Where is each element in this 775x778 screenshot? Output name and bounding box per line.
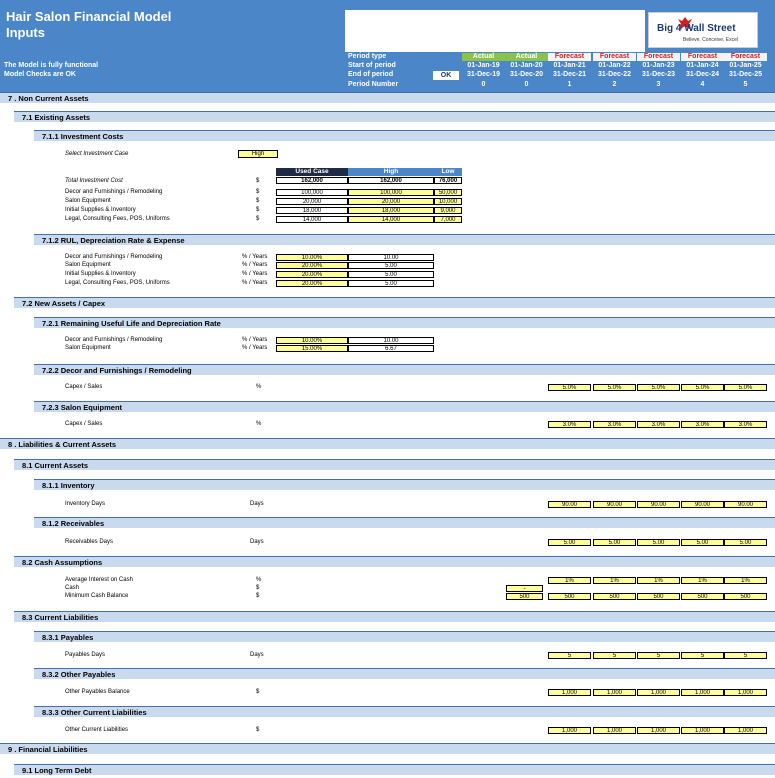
useful-life-years: 5.00 — [348, 280, 434, 287]
label-end: End of period — [348, 71, 394, 78]
payables-days-input-3[interactable]: 5 — [681, 652, 724, 659]
inventory-days-unit: Days — [250, 501, 264, 507]
capex-decor-unit: % — [256, 384, 262, 390]
label-period-type: Period type — [348, 53, 387, 60]
investment-item-unit: $ — [256, 189, 260, 195]
investment-low-input[interactable]: 10,000 — [434, 198, 462, 205]
depreciation-rate-input[interactable]: 10.00% — [276, 254, 348, 261]
period-start-1: 01-Jan-20 — [510, 62, 543, 69]
other-payables-input-2[interactable]: 1,000 — [637, 689, 680, 696]
model-title: Hair Salon Financial Model — [6, 9, 172, 24]
rul-item-label: Salon Equipment — [65, 345, 111, 351]
other-payables-input-1[interactable]: 1,000 — [593, 689, 636, 696]
capex-decor-input-2[interactable]: 5.0% — [637, 384, 680, 391]
period-number-2: 1 — [567, 81, 572, 88]
rul-item-label: Initial Supplies & Inventory — [65, 271, 136, 277]
investment-used-value: 18,000 — [276, 207, 348, 214]
investment-item-unit: $ — [256, 216, 260, 222]
depreciation-rate-input[interactable]: 20.00% — [276, 280, 348, 287]
rul-item-unit: % / Years — [242, 262, 268, 268]
inventory-days-input-1[interactable]: 90.00 — [593, 501, 636, 508]
depreciation-rate-input[interactable]: 15.00% — [276, 345, 348, 352]
period-start-4: 01-Jan-23 — [642, 62, 675, 69]
total-low: 76,000 — [434, 177, 462, 184]
useful-life-years: 10.00 — [348, 337, 434, 344]
section-7-1: 7.1 Existing Assets — [14, 111, 775, 122]
section-7: 7 . Non Current Assets — [0, 92, 775, 103]
inventory-days-input-3[interactable]: 90.00 — [681, 501, 724, 508]
useful-life-years: 5.00 — [348, 271, 434, 278]
payables-days-unit: Days — [250, 652, 264, 658]
period-type-2: Forecast — [548, 53, 591, 61]
period-start-2: 01-Jan-21 — [553, 62, 586, 69]
period-start-0: 01-Jan-19 — [467, 62, 500, 69]
period-end-2: 31-Dec-21 — [552, 71, 587, 78]
avg-interest-input-2[interactable]: 1% — [637, 577, 680, 584]
other-current-liabilities-input-0[interactable]: 1,000 — [548, 727, 591, 734]
investment-item-label: Initial Supplies & Inventory — [65, 207, 136, 213]
period-end-1: 31-Dec-20 — [509, 71, 544, 78]
investment-high-input[interactable]: 20,000 — [348, 198, 434, 205]
payables-days-input-0[interactable]: 5 — [548, 652, 591, 659]
section-8-1-1: 8.1.1 Inventory — [34, 479, 775, 490]
period-end-3: 31-Dec-22 — [597, 71, 632, 78]
label-period-number: Period Number — [348, 81, 399, 88]
avg-interest-label: Average Interest on Cash — [65, 577, 133, 583]
period-number-5: 4 — [700, 81, 705, 88]
investment-low-input[interactable]: 50,000 — [434, 189, 462, 196]
title-box — [0, 8, 345, 42]
period-number-1: 0 — [524, 81, 529, 88]
payables-days-label: Payables Days — [65, 652, 106, 658]
other-payables-input-0[interactable]: 1,000 — [548, 689, 591, 696]
section-8-3-2: 8.3.2 Other Payables — [34, 668, 775, 679]
avg-interest-input-3[interactable]: 1% — [681, 577, 724, 584]
min-cash-input-3[interactable]: 500 — [681, 593, 724, 600]
period-number-0: 0 — [481, 81, 486, 88]
receivables-days-input-2[interactable]: 5.00 — [637, 539, 680, 546]
investment-item-label: Legal, Consulting Fees, POS, Uniforms — [65, 216, 170, 222]
period-end-5: 31-Dec-24 — [685, 71, 720, 78]
investment-item-label: Salon Equipment — [65, 198, 111, 204]
investment-low-input[interactable]: 9,000 — [434, 207, 462, 214]
avg-interest-input-4[interactable]: 1% — [724, 577, 767, 584]
useful-life-years: 5.00 — [348, 262, 434, 269]
capex-equipment-label: Capex / Sales — [65, 421, 103, 427]
period-type-0: Actual — [462, 53, 505, 61]
rul-item-unit: % / Years — [242, 254, 268, 260]
investment-used-value: 14,000 — [276, 216, 348, 223]
sheet-title: Inputs — [6, 25, 45, 40]
section-8-1: 8.1 Current Assets — [14, 459, 775, 470]
investment-high-input[interactable]: 18,000 — [348, 207, 434, 214]
capex-decor-label: Capex / Sales — [65, 384, 103, 390]
section-7-1-2: 7.1.2 RUL, Depreciation Rate & Expense — [34, 234, 775, 245]
cash-unit: $ — [256, 585, 260, 591]
min-cash-unit: $ — [256, 593, 260, 599]
other-payables-label: Other Payables Balance — [65, 689, 130, 695]
capex-equipment-input-4[interactable]: 3.0% — [724, 421, 767, 428]
receivables-days-input-0[interactable]: 5.00 — [548, 539, 591, 546]
rul-item-unit: % / Years — [242, 280, 268, 286]
section-8-3-3: 8.3.3 Other Current Liabilities — [34, 706, 775, 717]
select-case-label: Select Investment Case — [65, 151, 129, 157]
capex-decor-input-1[interactable]: 5.0% — [593, 384, 636, 391]
period-type-3: Forecast — [593, 53, 636, 61]
capex-decor-input-3[interactable]: 5.0% — [681, 384, 724, 391]
label-start: Start of period — [348, 62, 396, 69]
depreciation-rate-input[interactable]: 10.00% — [276, 337, 348, 344]
capex-decor-input-4[interactable]: 5.0% — [724, 384, 767, 391]
period-number-3: 2 — [612, 81, 617, 88]
rul-item-unit: % / Years — [242, 345, 268, 351]
investment-high-input[interactable]: 14,000 — [348, 216, 434, 223]
inventory-days-label: Inventory Days — [65, 501, 106, 507]
rul-item-unit: % / Years — [242, 271, 268, 277]
receivables-days-input-3[interactable]: 5.00 — [681, 539, 724, 546]
rul-item-label: Salon Equipment — [65, 262, 111, 268]
capex-equipment-input-2[interactable]: 3.0% — [637, 421, 680, 428]
other-current-liabilities-unit: $ — [256, 727, 260, 733]
period-end-4: 31-Dec-23 — [641, 71, 676, 78]
section-7-2-2: 7.2.2 Decor and Furnishings / Remodeling — [34, 364, 775, 375]
section-8-2: 8.2 Cash Assumptions — [14, 556, 775, 567]
period-end-6: 31-Dec-25 — [728, 71, 763, 78]
receivables-days-input-1[interactable]: 5.00 — [593, 539, 636, 546]
investment-used-value: 20,000 — [276, 198, 348, 205]
other-current-liabilities-input-2[interactable]: 1,000 — [637, 727, 680, 734]
section-9: 9 . Financial Liabilities — [0, 743, 775, 754]
investment-used-value: 100,000 — [276, 189, 348, 196]
investment-item-label: Decor and Furnishings / Remodeling — [65, 189, 163, 195]
capex-equipment-input-3[interactable]: 3.0% — [681, 421, 724, 428]
depreciation-rate-input[interactable]: 20.00% — [276, 271, 348, 278]
rul-item-unit: % / Years — [242, 337, 268, 343]
header-used-case: Used Case — [276, 168, 348, 176]
payables-days-input-1[interactable]: 5 — [593, 652, 636, 659]
section-8-3-1: 8.3.1 Payables — [34, 631, 775, 642]
logo-tagline: Believe, Conceive, Excel — [683, 37, 739, 43]
section-9-1: 9.1 Long Term Debt — [14, 764, 775, 775]
other-payables-input-3[interactable]: 1,000 — [681, 689, 724, 696]
other-current-liabilities-input-1[interactable]: 1,000 — [593, 727, 636, 734]
logo — [648, 12, 758, 48]
avg-interest-input-1[interactable]: 1% — [593, 577, 636, 584]
other-payables-unit: $ — [256, 689, 260, 695]
period-type-5: Forecast — [681, 53, 724, 61]
period-number-6: 5 — [743, 81, 748, 88]
section-8-3: 8.3 Current Liabilities — [14, 611, 775, 622]
capex-decor-input-0[interactable]: 5.0% — [548, 384, 591, 391]
cash-label: Cash — [65, 585, 80, 591]
receivables-days-input-4[interactable]: 5.00 — [724, 539, 767, 546]
period-start-3: 01-Jan-22 — [598, 62, 631, 69]
status-checks: Model Checks are OK — [4, 71, 76, 78]
useful-life-years: 10.00 — [348, 254, 434, 261]
total-investment-unit: $ — [256, 178, 260, 184]
checks-ok-badge: OK — [433, 71, 459, 80]
period-start-5: 01-Jan-24 — [686, 62, 719, 69]
rul-item-label: Decor and Furnishings / Remodeling — [65, 337, 163, 343]
other-current-liabilities-input-4[interactable]: 1,000 — [724, 727, 767, 734]
section-7-2-3: 7.2.3 Salon Equipment — [34, 401, 775, 412]
inventory-days-input-0[interactable]: 90.00 — [548, 501, 591, 508]
header-high: High — [348, 168, 434, 176]
period-type-1: Actual — [505, 53, 548, 61]
investment-case-select[interactable]: High — [238, 150, 278, 158]
min-cash-input-2[interactable]: 500 — [637, 593, 680, 600]
avg-interest-input-0[interactable]: 1% — [548, 577, 591, 584]
investment-item-unit: $ — [256, 198, 260, 204]
section-7-2: 7.2 New Assets / Capex — [14, 297, 775, 308]
avg-interest-unit: % — [256, 577, 262, 583]
period-start-6: 01-Jan-25 — [729, 62, 762, 69]
section-8-1-2: 8.1.2 Receivables — [34, 517, 775, 528]
other-current-liabilities-input-3[interactable]: 1,000 — [681, 727, 724, 734]
investment-low-input[interactable]: 7,000 — [434, 216, 462, 223]
header-spacer — [345, 10, 645, 52]
min-cash-base-input[interactable]: 500 — [506, 593, 543, 600]
total-investment-label: Total Investment Cost — [65, 178, 123, 184]
other-payables-input-4[interactable]: 1,000 — [724, 689, 767, 696]
section-8: 8 . Liabilities & Current Assets — [0, 438, 775, 449]
total-used: 162,000 — [276, 177, 348, 184]
period-number-4: 3 — [656, 81, 661, 88]
depreciation-rate-input[interactable]: 20.00% — [276, 262, 348, 269]
period-end-0: 31-Dec-19 — [466, 71, 501, 78]
section-7-2-1: 7.2.1 Remaining Useful Life and Depreciation Rate — [34, 317, 775, 328]
logo-text: Big 4 Wall Street — [657, 23, 736, 34]
min-cash-input-4[interactable]: 500 — [724, 593, 767, 600]
period-type-6: Forecast — [724, 53, 767, 61]
section-7-1-1: 7.1.1 Investment Costs — [34, 130, 775, 141]
header-low: Low — [434, 168, 462, 176]
period-type-4: Forecast — [637, 53, 680, 61]
capex-equipment-input-1[interactable]: 3.0% — [593, 421, 636, 428]
investment-high-input[interactable]: 100,000 — [348, 189, 434, 196]
min-cash-input-1[interactable]: 500 — [593, 593, 636, 600]
useful-life-years: 6.67 — [348, 345, 434, 352]
inventory-days-input-4[interactable]: 90.00 — [724, 501, 767, 508]
status-functional: The Model is fully functional — [4, 62, 99, 69]
rul-item-label: Legal, Consulting Fees, POS, Uniforms — [65, 280, 170, 286]
capex-equipment-unit: % — [256, 421, 262, 427]
payables-days-input-4[interactable]: 5 — [724, 652, 767, 659]
payables-days-input-2[interactable]: 5 — [637, 652, 680, 659]
receivables-days-label: Receivables Days — [65, 539, 114, 545]
other-current-liabilities-label: Other Current Liabilities — [65, 727, 129, 733]
min-cash-input-0[interactable]: 500 — [548, 593, 591, 600]
min-cash-label: Minimum Cash Balance — [65, 593, 129, 599]
total-high: 162,000 — [348, 177, 434, 184]
cash-input[interactable]: - — [506, 585, 543, 592]
rul-item-label: Decor and Furnishings / Remodeling — [65, 254, 163, 260]
investment-item-unit: $ — [256, 207, 260, 213]
capex-equipment-input-0[interactable]: 3.0% — [548, 421, 591, 428]
receivables-days-unit: Days — [250, 539, 264, 545]
inventory-days-input-2[interactable]: 90.00 — [637, 501, 680, 508]
